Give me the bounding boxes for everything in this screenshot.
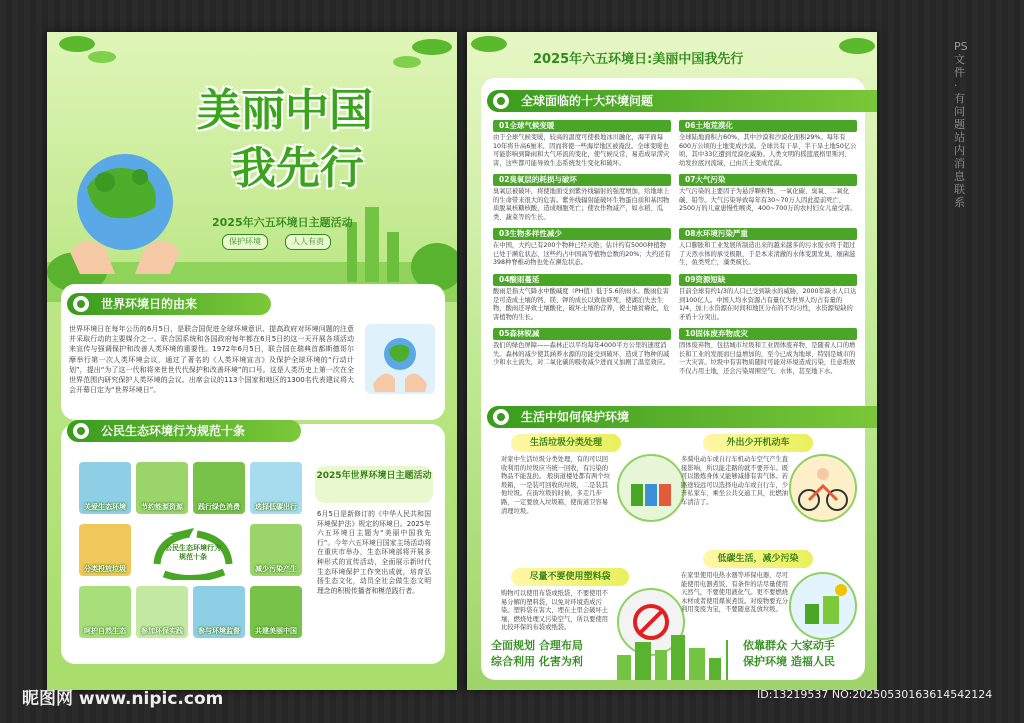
- left-flyer-page: [47, 32, 457, 690]
- tile-env-supervision: 参与环境监督: [193, 586, 245, 638]
- tile-save-energy: 节约能源资源: [136, 462, 188, 514]
- block-garbage-sorting-head: 生活垃圾分类处理: [511, 434, 621, 452]
- tile-protect-nature: 呵护自然生态: [79, 586, 131, 638]
- tile-low-carbon-travel: 选择低碳出行: [250, 462, 302, 514]
- tile-care-ecology: 关爱生态环境: [79, 462, 131, 514]
- earth-illustration-icon: [365, 324, 435, 394]
- tile-green-consumption: 践行绿色消费: [193, 462, 245, 514]
- problems-section-title: 全球面临的十大环境问题: [487, 90, 877, 112]
- problem-item-text: 在中国，大约已有200个物种已经灭绝；估计约有5000种植物已处于濒危状态，这些约占中国高等植物总数的20%；大约还有398种脊椎动物也处在濒危状态。: [493, 242, 671, 267]
- origin-section-title: 世界环境日的由来: [67, 293, 271, 315]
- problem-item-head: 08水环境污染严重: [679, 228, 857, 240]
- problem-item-head: 01全球气候变暖: [493, 120, 671, 132]
- norms-section-title: 公民生态环境行为规范十条: [67, 420, 301, 442]
- problem-item-text: 酸雨是指大气降水中酸碱度（PH值）低于5.6的雨水。酸雨危害是可造成土壤的钙、镁、钾的成长以致鱼虾死，使湖泊失去生物，酸雨还导致土壤酸化，破坏土壤的营养，使土壤贫瘠化，危害植物的生长。: [493, 288, 670, 321]
- problem-item-head: 05森林锐减: [493, 328, 671, 340]
- problem-item-head: 10固体废弃物成灾: [679, 328, 857, 340]
- problem-item-text: 臭氧层被破坏，将使地面受到紫外线辐射的强度增加，给地球上的生命带来很大的危害。紫外线辐射能破坏生物蛋白质和基因物质脱氧核糖核酸，造成细胞死亡；使农作物减产，如水稻、瓜类、蔬菜等的生长。: [493, 188, 670, 221]
- garbage-bins-illustration-icon: [617, 454, 685, 522]
- block-low-carbon-text: 在家里使用电热水器等环保电器，尽可能使用电器煮饭，有条件的话尽量使用天然气，不要使用液化气。更不要燃烧木材或者使用煤炭煮饭。对废物要充分利用变废为宝，不要随意乱放垃圾。: [681, 572, 789, 614]
- origin-text: 世界环境日在每年公历的6月5日，是联合国促进全球环境意识、提高政府对环境问题的注意并采取行动的主要媒介之一。联合国系统和各国政府每年都在6月5日的这一天开展各项活动来宣传与强调保护和改善人类环境的重要性。1972年6月5日，联合国在瑞典首都斯德哥尔摩举行第一次人类环境会议，通过了著名的《人类环境宣言》及保护全球环境的“行动计划”，提出“为了这一代和将来世世代代保护和改善环境”的口号。这是人类历史上第一次在全世界范围内研究保护人类环境的会议。出席会议的113个国家和地区的1300名代表建议将大会开幕日定为“世界环境日”。: [69, 325, 354, 395]
- block-less-driving-head: 外出少开机动车: [703, 434, 813, 452]
- slogan-2: 综合利用 化害为利: [491, 655, 583, 668]
- problem-item-head: 04酸雨蔓延: [493, 274, 671, 286]
- problem-item-text: 全球陆地面积占60%，其中沙漠和沙漠化面积29%。每年有600万公顷的土地变成沙漠。全球共有干旱、半干旱土地50亿公顷，其中33亿遭到荒漠化威胁。人类文明的摇篮底格里斯河、幼发拉底河流域，已由沃土变成荒漠。: [679, 134, 857, 167]
- slogan-4: 保护环境 造福人民: [743, 655, 835, 668]
- block-garbage-sorting-text: 对家中生活垃圾分类处理，有的可以回收利用的垃圾应当统一回收，有污染的物品不能乱扔。 般街道楼处都有两个垃圾箱，一是装可回收的垃圾，二是装其他垃圾。在街垃圾的时候，多走几步路，一定要放入垃圾箱，使街道卫容易清理垃圾。: [501, 456, 611, 515]
- city-skyline-icon: [617, 630, 737, 680]
- event-subtitle: 2025年六五环境日主题活动: [212, 216, 353, 229]
- protect-section-title: 生活中如何保护环境: [487, 406, 877, 428]
- slogan-1: 全面规划 合理布局: [491, 639, 583, 652]
- problem-item-text: 固体废弃物、包括城市垃圾和工业固体废弃物，是随着人口的增长和工业的发展而日益增加的，至今已成为地球、特别是城市的一大灾害。垃圾中有害物质随时可能对环境造成污染，任意堆放不仅占用土地，还会污染周围空气、水体，甚至地下水。: [679, 342, 856, 375]
- problem-item-head: 02臭氧层的耗损与破坏: [493, 174, 671, 186]
- headline-line1: 美丽中国: [197, 85, 373, 136]
- block-no-plastic-bags-head: 尽量不要使用塑料袋: [511, 568, 629, 586]
- earth-in-hands-icon: [65, 142, 185, 277]
- right-header-title: 2025年六五环境日:美丽中国我先行: [533, 52, 744, 67]
- activity-side-title: 2025年世界环境日主题活动: [315, 466, 433, 503]
- tile-eco-practice: 参加环保实践: [136, 586, 188, 638]
- green-town-illustration-icon: [789, 572, 857, 640]
- problem-item-head: 03生物多样性减少: [493, 228, 671, 240]
- right-flyer-page: [467, 32, 877, 690]
- problem-item-text: 目前全球有约1/3的人口已受到缺水的威胁，2000年缺水人口达到100亿人。中国人均水资源占有量仅为世界人均占有量的1/4，加上水资源在时间和地区分布的不均匀性，水资源短缺的矛盾十分突出。: [679, 288, 857, 321]
- activity-side-text: 6月5日是新修订的《中华人民共和国环境保护法》规定的环境日。2025年六五环境日主题为“美丽中国我先行”。今年六五环境日国家主场活动将在重庆市举办，生态环境部将开展多种形式的宣传活动，全面展示新时代生态环境保护工作突出成就，培育弘扬生态文化，动员全社会做生态文明理念的积极传播者和模范践行者。: [317, 510, 431, 595]
- slogan-3: 依靠群众 大家动手: [743, 639, 835, 652]
- problem-item-text: 由于全球气候变暖，较高的温度可使极地冰川融化，海平面每10年将升高6厘米，因而将使一些海岸地区被淹没。全球变暖也可能影响到降雨和大气环流的变化，使气候反常，易造成旱涝灾害，这些都可能导致生态系统发生变化和破坏。: [493, 134, 670, 167]
- problem-item-text: 我们的绿色屏障——森林正以平均每年4000平方公里的速度消失。森林的减少使其涵养水源的功能受到破坏，造成了物种的减少和水土流失，对二氧化碳的吸收减少进而又加剧了温室效应。: [493, 342, 670, 367]
- tag-protect-environment: 保护环境: [222, 234, 268, 250]
- tile-sort-garbage: 分类投放垃圾: [79, 524, 131, 576]
- headline-line2: 我先行: [232, 143, 364, 194]
- block-less-driving-text: 多骑电动车或自行车机动车空气产生直接影响，所以能走路的就不要开车。既可以锻炼身体又能够减排有害气体。若路途较远可以选择电动车或自行车，少开私家车，乘坐公共交通工具，比燃油车清洁了。: [681, 456, 789, 506]
- problem-item-head: 07大气污染: [679, 174, 857, 186]
- site-watermark: 昵图网 www.nipic.com: [22, 689, 224, 709]
- tile-reduce-pollution: 减少污染产生: [250, 524, 302, 576]
- id-watermark: ID:13219537 NO:20250530163614542124: [757, 688, 993, 701]
- block-low-carbon-head: 低碳生活，减少污染: [703, 550, 813, 568]
- problem-item-head: 06土地荒漠化: [679, 120, 857, 132]
- side-watermark: PS文件·有问题站内消息联系: [954, 40, 968, 209]
- cyclist-illustration-icon: [789, 454, 857, 522]
- tile-build-beautiful-china: 共建美丽中国: [250, 586, 302, 638]
- tag-everyone-responsible: 人人有责: [285, 234, 331, 250]
- problem-item-text: 大气污染的主要因子为悬浮颗粒物、一氧化碳、臭氧、二氧化碳、铅等。大气污染导致每年有30~70万人因此提前死亡，2500万的儿童患慢性喉炎，400~700万的农村妇女儿童受害。: [679, 188, 857, 213]
- problem-item-head: 09资源短缺: [679, 274, 857, 286]
- block-no-plastic-bags-text: 购物可以使用布袋或纸袋，不要使用不易分解的塑料袋，以免对环境造成污染。塑料袋在害大，埋在土里会破坏土壤，燃烧处理又污染空气，所以要使用比较环保的布袋或纸袋。: [501, 590, 609, 632]
- problem-item-text: 人口膨胀和工业发展所制造出来的越来越多的污水废水终于超过了天然水体的承受极限，于是本来清澈的水体变黑发臭，细菌滋生，鱼类死亡，藻类疯长。: [679, 242, 856, 267]
- norms-center-label: 公民生态环境行为规范十条: [165, 544, 221, 561]
